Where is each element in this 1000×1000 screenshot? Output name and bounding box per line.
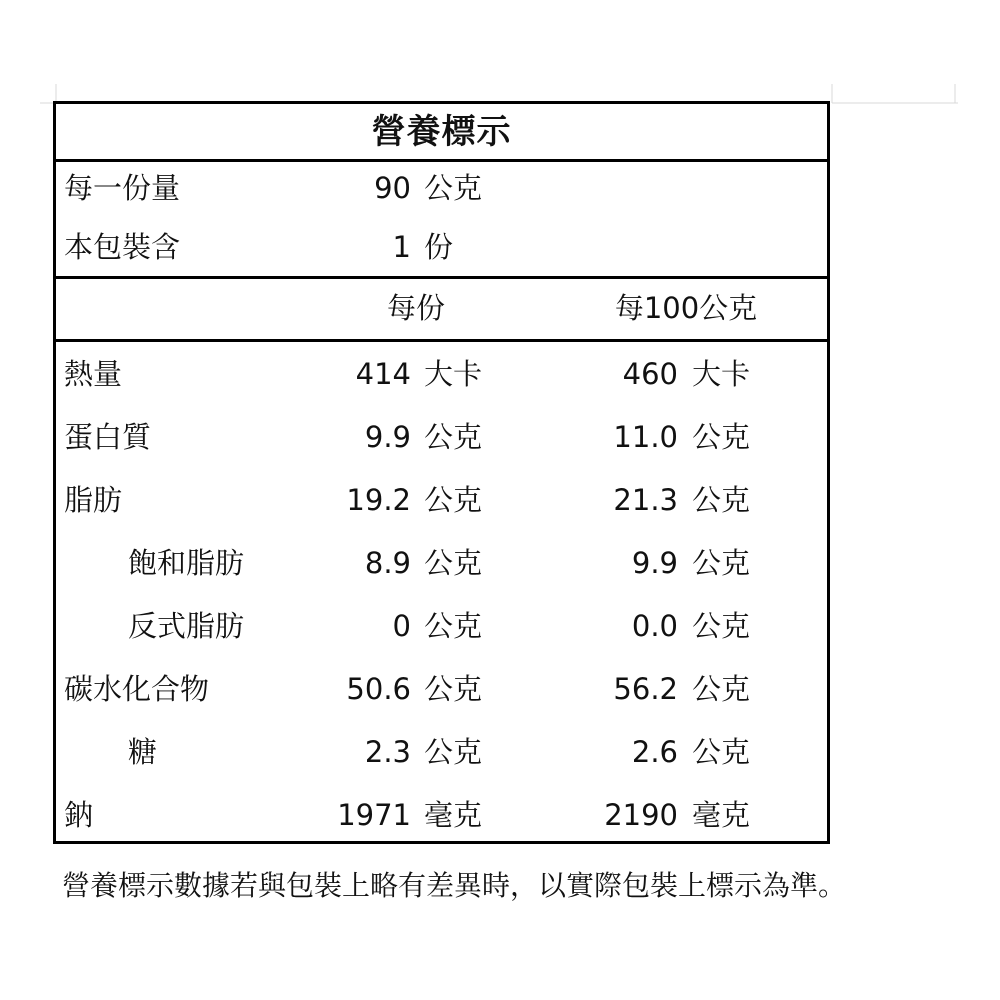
servings-per-package-value: 1 [392,230,411,264]
per-100g-value: 2.6 [631,735,678,769]
nutrient-name: 反式脂肪 [128,609,245,643]
serving-size-unit: 公克 [424,171,483,205]
per-serving-unit: 公克 [424,609,483,643]
per-serving-unit: 公克 [424,483,483,517]
per-100g-value: 2190 [604,798,678,832]
per-serving-value: 50.6 [346,672,411,706]
label-title: 營養標示 [371,112,512,152]
per-serving-unit: 毫克 [424,798,483,832]
per-serving-value: 2.3 [364,735,411,769]
per-100g-unit: 公克 [692,420,751,454]
column-header-per-serving: 每份 [386,291,445,325]
per-serving-unit: 公克 [424,672,483,706]
per-100g-value: 0.0 [631,609,678,643]
per-100g-value: 11.0 [613,420,678,454]
per-serving-unit: 公克 [424,420,483,454]
per-100g-unit: 公克 [692,546,751,580]
per-serving-value: 1971 [337,798,411,832]
nutrient-name: 糖 [128,735,158,769]
nutrient-name: 鈉 [64,798,94,832]
column-header-per-100g: 每100公克 [614,291,758,325]
per-100g-unit: 大卡 [692,357,751,391]
nutrition-label [53,101,830,844]
nutrient-name: 飽和脂肪 [128,546,245,580]
serving-size-label: 每一份量 [64,171,181,205]
per-serving-value: 0 [392,609,411,643]
per-100g-unit: 毫克 [692,798,751,832]
nutrient-name: 蛋白質 [64,420,152,454]
per-100g-value: 56.2 [613,672,678,706]
per-serving-value: 8.9 [364,546,411,580]
per-serving-value: 9.9 [364,420,411,454]
servings-per-package-unit: 份 [424,230,454,264]
per-100g-value: 460 [622,357,678,391]
divider [56,276,827,279]
per-100g-value: 9.9 [631,546,678,580]
divider [56,159,827,162]
per-100g-unit: 公克 [692,735,751,769]
per-serving-unit: 公克 [424,546,483,580]
nutrient-name: 脂肪 [64,483,123,517]
divider [56,339,827,342]
per-100g-unit: 公克 [692,672,751,706]
serving-size-value: 90 [374,171,411,205]
per-100g-unit: 公克 [692,483,751,517]
nutrient-name: 碳水化合物 [64,672,210,706]
servings-per-package-label: 本包裝含 [64,230,181,264]
per-serving-unit: 公克 [424,735,483,769]
per-100g-value: 21.3 [613,483,678,517]
per-serving-value: 414 [355,357,411,391]
per-serving-value: 19.2 [346,483,411,517]
nutrient-name: 熱量 [64,357,123,391]
per-100g-unit: 公克 [692,609,751,643]
disclaimer-footnote: 營養標示數據若與包裝上略有差異時，以實際包裝上標示為準。 [62,869,847,902]
per-serving-unit: 大卡 [424,357,483,391]
